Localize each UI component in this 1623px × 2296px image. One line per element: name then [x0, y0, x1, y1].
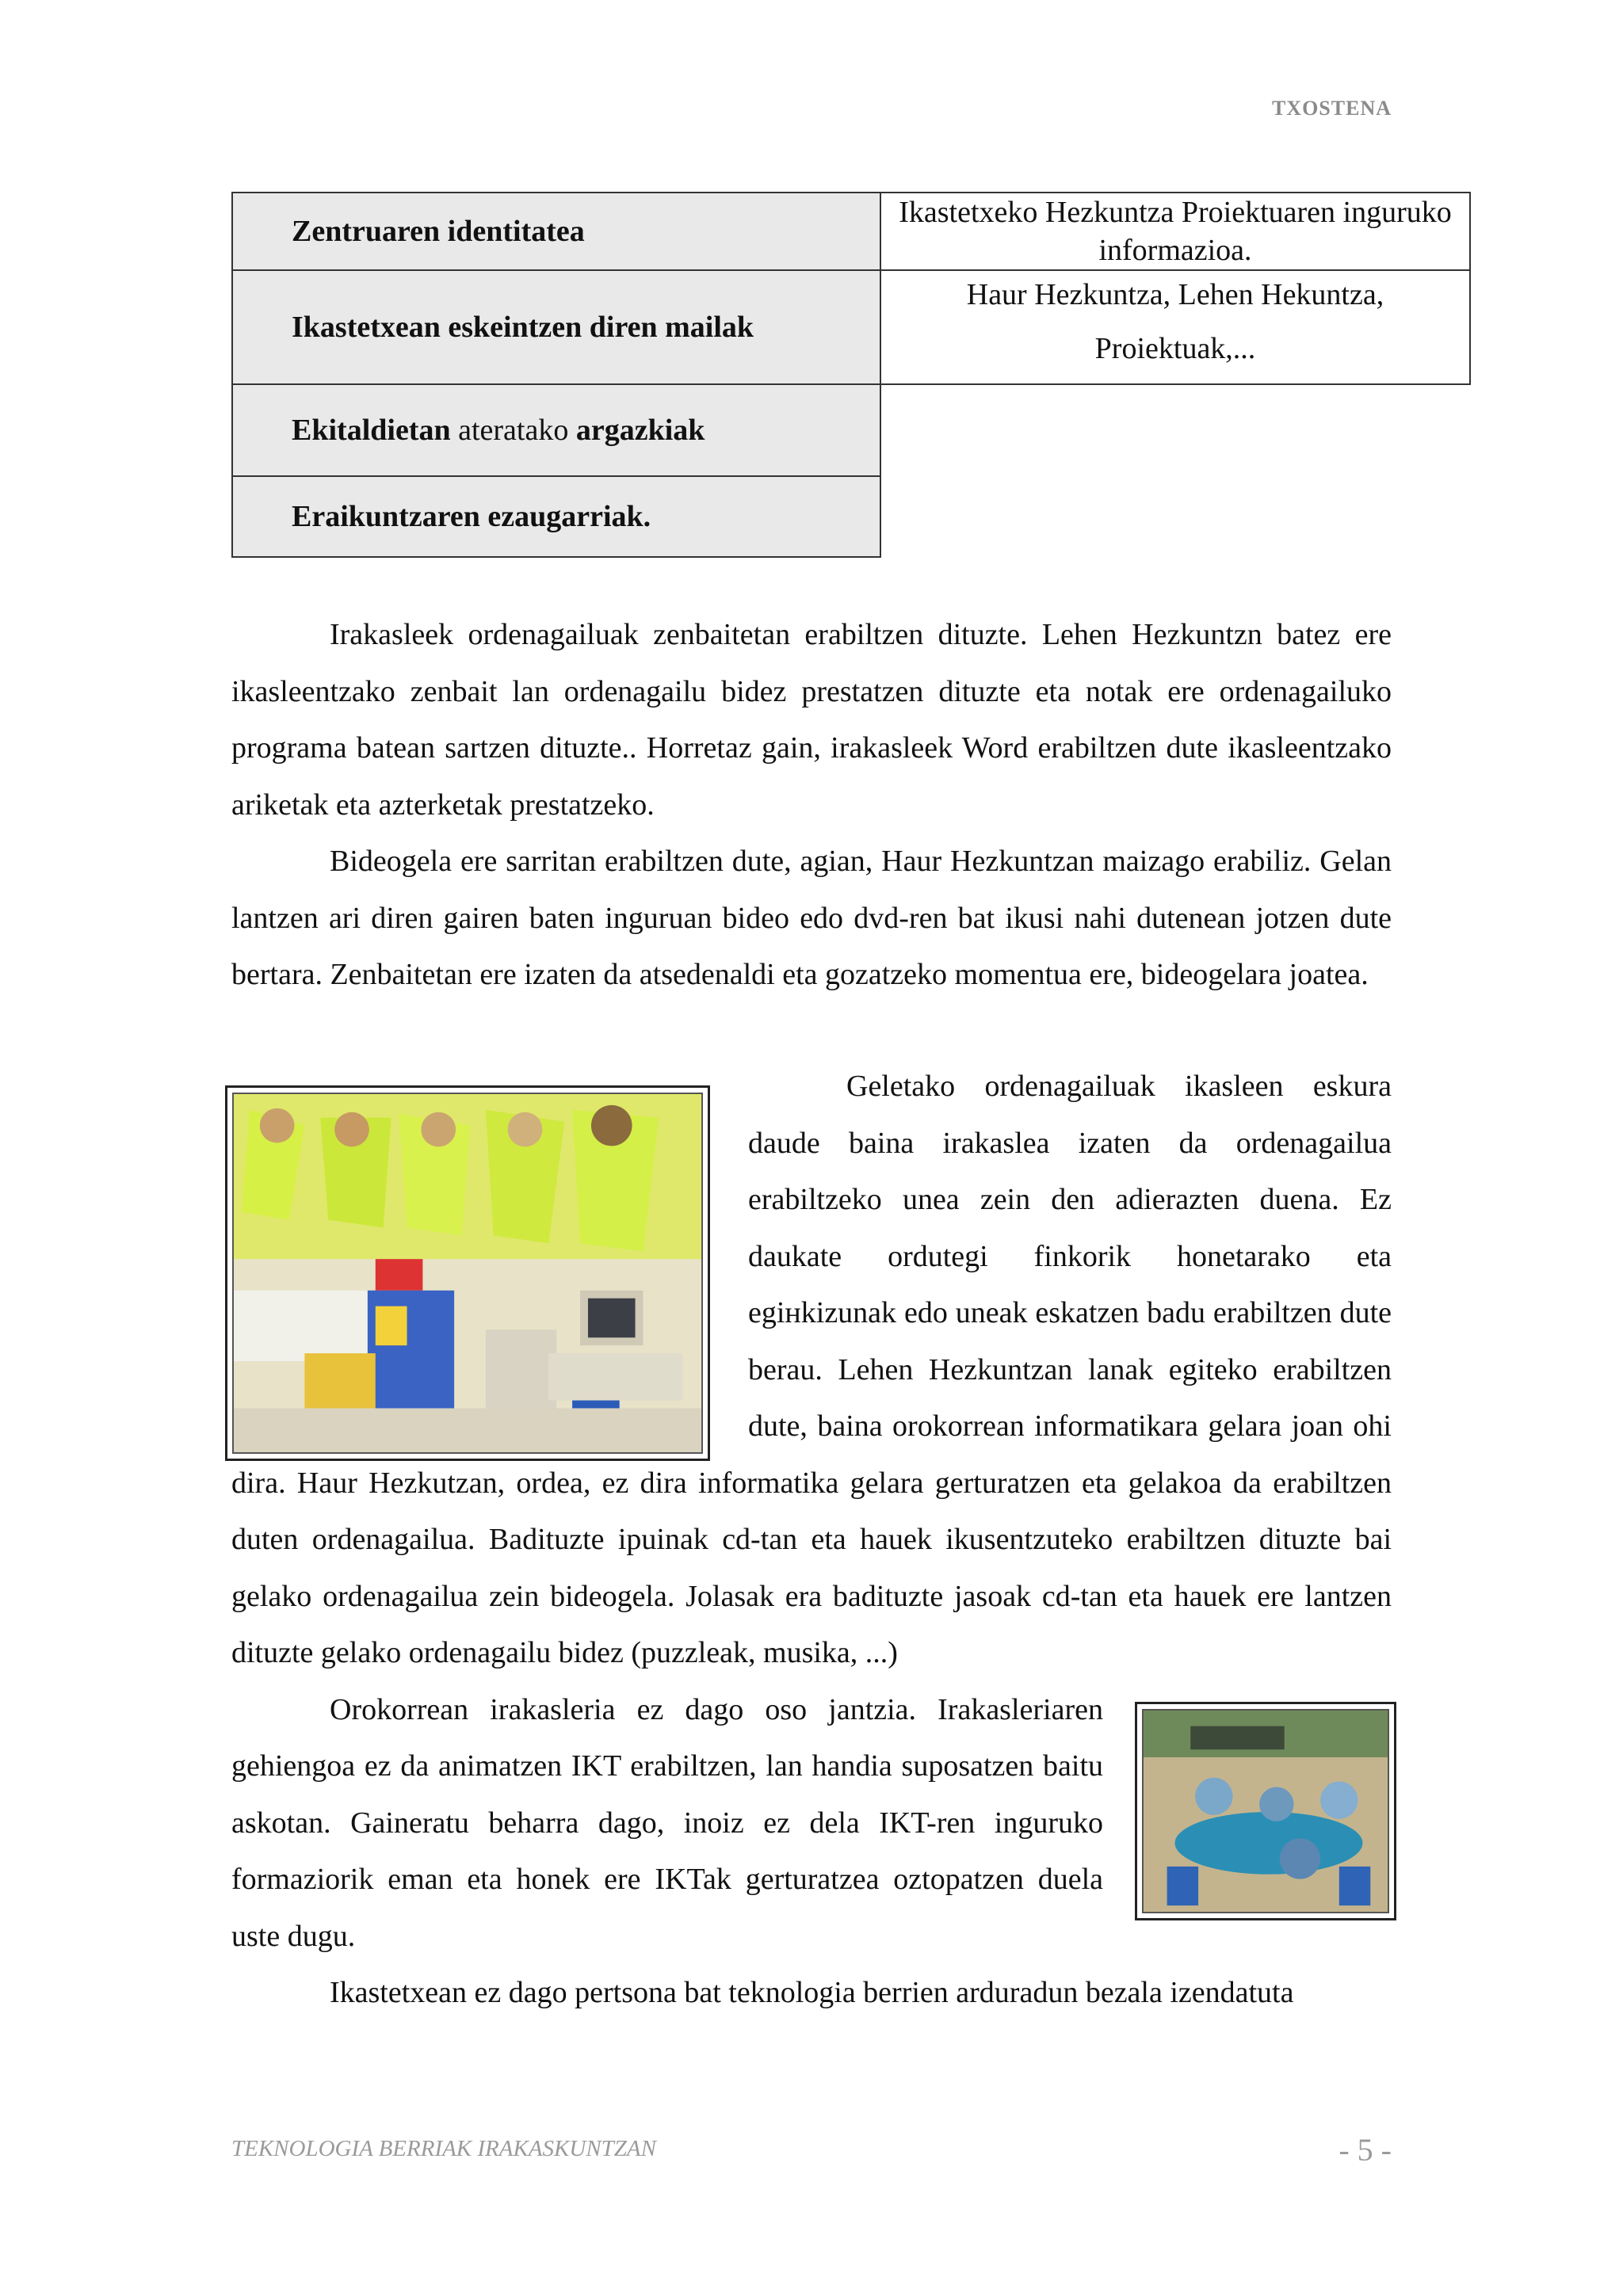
table-row-1-value: Ikastetxeko Hezkuntza Proiektuaren inguruko informazioa. — [880, 193, 1470, 270]
paragraph-3: Geletako ordenagailuak ikasleen eskura daude baina irakaslea izaten da ordenagailua erabiltzeko unea zein den adierazten duena. Ez daukate ordutegi finkorik honetarako eta egінkizunak edo uneak eskatzen badu erabiltzen dute berau. Lehen Hezkuntzan lanak egiteko erabiltzen dute, baina orokorrean informatikara gelara joan ohi dira. Haur Hezkutzan, ordea, ez dira informatika gelara gerturatzen eta gelakoa da erabiltzen duten ordenagailua. Badituzte ipuinak cd-tan eta hauek ikusentzuteko erabiltzen dituzte bai gelako ordenagailua zein bideogela. Jolasak era badituzte jasoak cd-tan eta hauek ere lantzen dituzte gelako ordenagailu bidez (puzzleak, musika, ...) — [231, 1070, 1392, 1669]
table-row-1-label: Zentruaren identitatea — [232, 193, 880, 270]
table-row-4-label: Eraikuntzaren ezaugarriak. — [232, 476, 880, 557]
students-photo — [1135, 1702, 1396, 1920]
paragraph-5: Ikastetxean ez dago pertsona bat teknologia berrien arduradun bezala izendatuta — [330, 1976, 1294, 2009]
running-header: TXOSTENA — [1271, 97, 1392, 120]
table-row-2-value-line2: Proiektuak,... — [1094, 332, 1256, 365]
table-row-2-value — [880, 270, 1470, 384]
table-row-3-label: Ekitaldietan ateratako argazkiak — [232, 384, 880, 476]
table-row-2-label: Ikastetxean eskeintzen diren mailak — [232, 270, 880, 384]
paragraph-1: Irakasleek ordenagailuak zenbaitetan erabiltzen dituzte. Lehen Hezkuntzn batez ere ikasleentzako zenbait lan ordenagailu bidez prestatzen dituzte eta notak ere ordenagailuko programa batean sartzen dituzte.. Horretaz gain, irakasleek Word erabiltzen dute ikasleentzako ariketak eta azterketak prestatzeko. — [231, 618, 1392, 822]
page-number: - 5 - — [1338, 2132, 1392, 2168]
info-table — [231, 192, 1471, 558]
paragraph-2: Bideogela ere sarritan erabiltzen dute, agian, Haur Hezkuntzan maizago erabiliz. Gelan lantzen ari diren gairen baten inguruan bideo edo dvd-ren bat ikusi nahi dutenean jotzen dute bertara. Zenbaitetan ere izaten da atsedenaldi eta gozatzeko momentua ere, bideogelara joatea. — [231, 845, 1392, 991]
table-row-2-value-line1: Haur Hezkuntza, Lehen Hekuntza, — [966, 278, 1384, 311]
paragraph-4: Orokorrean irakasleria ez dago oso jantzia. Irakasleriaren gehiengoa ez da animatzen IKT erabiltzen, lan handia suposatzen baitu askotan. Gaineratu beharra dago, inoiz ez dela IKT-ren inguruko formaziorik eman eta honek ere IKTak gerturatzea oztopatzen duela uste dugu. — [231, 1692, 1103, 1953]
footer-title: TEKNOLOGIA BERRIAK IRAKASKUNTZAN — [231, 2136, 656, 2161]
body-top — [231, 607, 1392, 1004]
